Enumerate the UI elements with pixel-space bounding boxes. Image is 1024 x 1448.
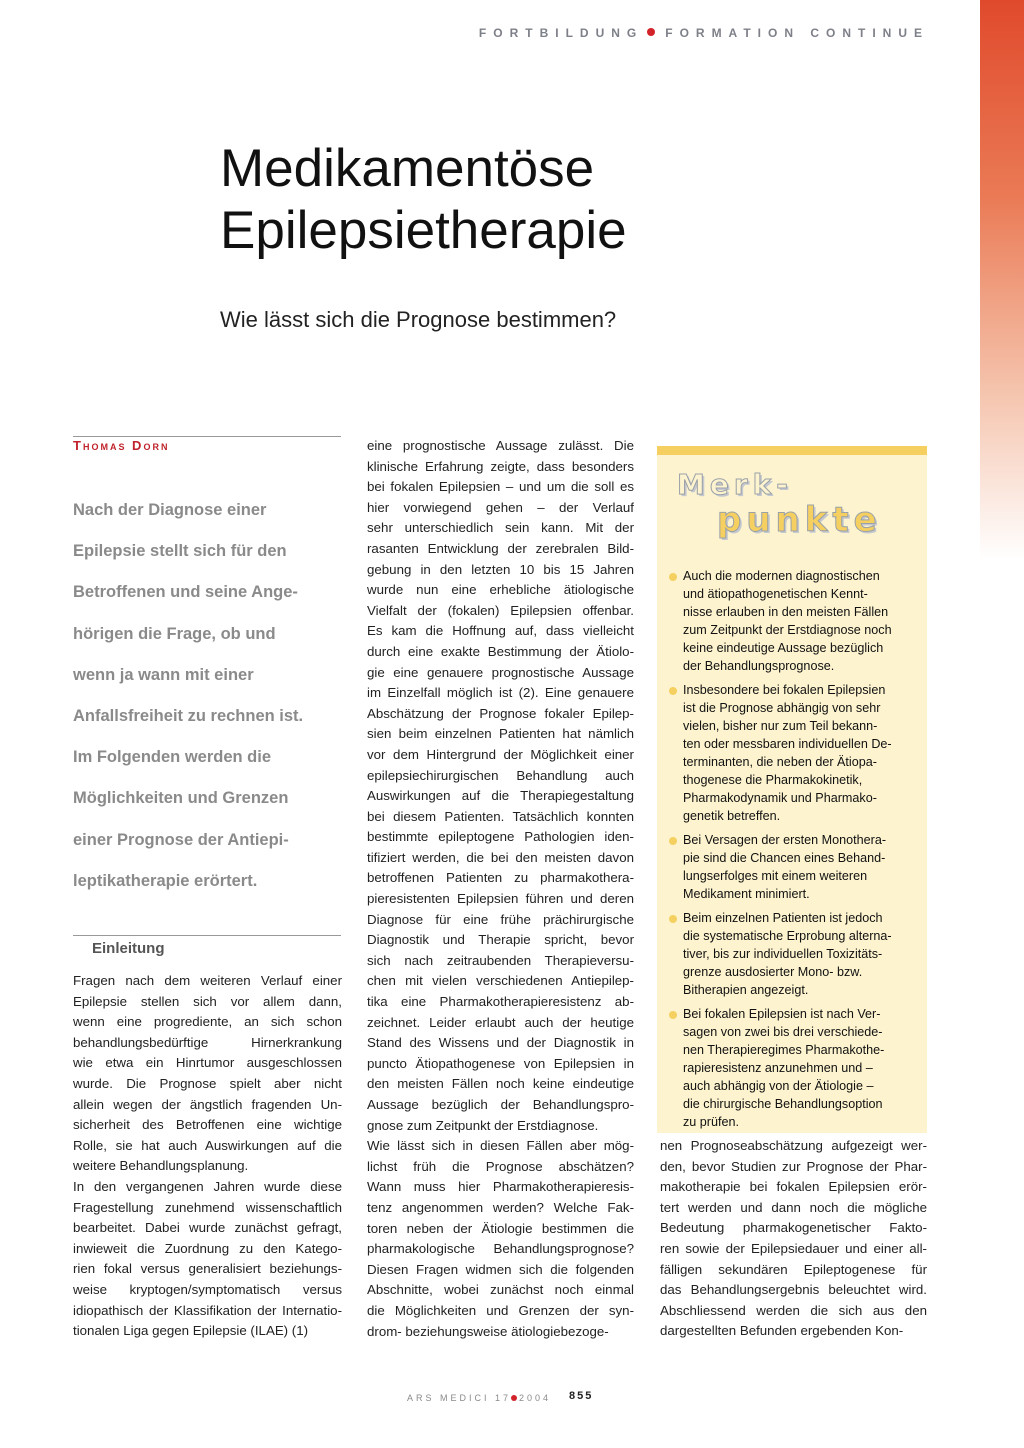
- merkpunkt-line: der Behandlungsprognose.: [683, 659, 835, 673]
- column-3-line: nen Prognoseabschätzung aufgezeigt wer-: [660, 1138, 927, 1153]
- merkpunkt-line: rapieresistenz anzunehmen und –: [683, 1061, 873, 1075]
- column-1-line: Fragen nach dem weiteren Verlauf einer: [73, 973, 342, 988]
- footer-year: 2004: [519, 1393, 552, 1403]
- column-1-line: bearbeitet. Dabei wurde zunächst gefragt,: [73, 1220, 342, 1236]
- column-2-line: sich nach zeitraubenden Therapieversu-: [367, 952, 634, 968]
- merkpunkt-line: pie sind die Chancen eines Behand-: [683, 851, 886, 865]
- bullet-icon: [669, 837, 677, 845]
- column-3-line: ren sowie der Epilepsiedauer und einer all-: [660, 1240, 927, 1256]
- column-1-line: weise kryptogen/symptomatisch versus: [73, 1281, 342, 1297]
- footer-journal-name: ARS MEDICI 17: [407, 1393, 512, 1403]
- bullet-icon: [669, 573, 677, 581]
- intro-line: hörigen die Frage, ob und: [73, 624, 276, 643]
- column-2-line: sien beim einzelnen Patienten hat nämlich: [367, 726, 634, 742]
- intro-line: leptikatherapie erörtert.: [73, 871, 258, 890]
- column-2-line: tenz angenommen werden? Welche Fak-: [367, 1199, 634, 1215]
- merkpunkt-line: zum Zeitpunkt der Erstdiagnose noch: [683, 623, 892, 637]
- merkpunkt-line: die systematische Erprobung alterna-: [683, 929, 892, 943]
- bullet-icon: [669, 915, 677, 923]
- merkpunkt-item: [667, 681, 919, 825]
- merkpunkte-list: [667, 567, 919, 1137]
- column-2-line: epilepsiechirurgischen Behandlung auch: [367, 767, 634, 783]
- title-line-1: Medikamentöse: [220, 139, 595, 198]
- column-2-line: zeichnet. Leider erlaubt auch der heutige: [367, 1014, 634, 1030]
- intro-lead: [73, 490, 353, 902]
- column-2-line: toren neben der Ätiologie bestimmen die: [367, 1220, 634, 1236]
- column-1-line: Fragestellung zunehmend wissenschaftlich: [73, 1199, 342, 1215]
- column-2-line: betroffenen Patienten zu pharmakothera-: [367, 870, 634, 886]
- merkpunkt-line: zu prüfen.: [683, 1115, 740, 1129]
- merkpunkt-line: Beim einzelnen Patienten ist jedoch: [683, 911, 883, 925]
- merkpunkt-line: Bitherapien angezeigt.: [683, 983, 809, 997]
- merkpunkt-item: [667, 831, 919, 903]
- column-2-line: durch eine exakte Bestimmung der Ätiolo-: [367, 643, 634, 659]
- column-1-line: sicherheit des Betroffenen eine wichtige: [73, 1117, 342, 1133]
- merkpunkte-heading: [677, 469, 882, 539]
- merkpunkt-line: sagen von zwei bis drei verschiede-: [683, 1025, 883, 1039]
- column-2-line: Es kam die Hoffnung auf, dass vielleicht: [367, 623, 634, 639]
- intro-line: Betroffenen und seine Ange-: [73, 583, 298, 602]
- column-2-line: sehr unterschiedlich sein kann. Mit der: [367, 520, 634, 536]
- intro-line: wenn ja wann mit einer: [73, 665, 254, 684]
- text-column-2: [367, 436, 634, 1342]
- column-3-line: Abschliessend werden die sich aus den: [660, 1302, 927, 1318]
- header-label-right: FORMATION CONTINUE: [665, 26, 929, 40]
- decorative-color-bar: [980, 0, 1024, 560]
- column-2-line: Abschätzung der Prognose fokaler Epilep-: [367, 705, 634, 721]
- merkpunkt-line: Bei fokalen Epilepsien ist nach Ver-: [683, 1007, 881, 1021]
- column-2-line: puncto Ätiopathogenese von Epilepsien in: [367, 1055, 634, 1071]
- column-1-line: wurde. Die Prognose spielt aber nicht: [73, 1075, 342, 1091]
- merkpunkt-line: nen Therapieregimes Pharmakothe-: [683, 1043, 885, 1057]
- merkpunkt-line: ten oder messbaren individuellen De-: [683, 737, 892, 751]
- column-3-line: makotherapie bei fokalen Epilepsien erör-: [660, 1179, 927, 1195]
- merkpunkt-line: Pharmakodynamik und Pharmako-: [683, 791, 877, 805]
- merkpunkt-line: auch abhängig von der Ätiologie –: [683, 1079, 874, 1093]
- merkpunkt-line: genetik betreffen.: [683, 809, 781, 823]
- column-2-line: lichst früh die Prognose abschätzen?: [367, 1158, 634, 1174]
- intro-line: Nach der Diagnose einer: [73, 501, 267, 519]
- intro-line: Epilepsie stellt sich für den: [73, 542, 287, 561]
- merkpunkte-heading-line-2: punkte: [717, 500, 882, 540]
- column-2-line: gebung in den letzten 10 bis 15 Jahren: [367, 561, 634, 577]
- merkpunkt-line: keine eindeutige Aussage bezüglich: [683, 641, 884, 655]
- merkpunkt-item: [667, 909, 919, 999]
- column-2-line: tifiziert werden, die bei den meisten davon: [367, 849, 634, 865]
- column-2-line: hier vorwiegend gehen – der Verlauf: [367, 499, 634, 515]
- intro-line: einer Prognose der Antiepi-: [73, 830, 289, 849]
- column-2-line: gie eine genauere prognostische Aussage: [367, 664, 634, 680]
- column-1-line: allein wegen der ängstlich fragenden Un-: [73, 1096, 342, 1112]
- column-2-line: pieresistenten Epilepsien führen und deren: [367, 891, 634, 907]
- section-header: [479, 26, 929, 40]
- column-2-line: bestimmte epileptogene Pathologien iden-: [367, 829, 634, 845]
- column-3-line: dargestellten Befunden ergebenden Kon-: [660, 1323, 904, 1339]
- column-1-line: weitere Behandlungsplanung.: [73, 1158, 249, 1174]
- title-line-2: Epilepsietherapie: [220, 201, 627, 260]
- merkpunkt-line: nisse erlauben in den meisten Fällen: [683, 605, 889, 619]
- column-2-line: Diagnostik und Therapie spricht, bevor: [367, 932, 634, 948]
- article-title: [220, 138, 627, 262]
- header-label-left: FORTBILDUNG: [478, 26, 644, 40]
- article-subtitle: Wie lässt sich die Prognose bestimmen?: [220, 307, 617, 332]
- author-divider: [73, 436, 341, 437]
- column-2-line: Diesen Fragen widmen sich die folgenden: [367, 1261, 634, 1277]
- column-2-line: Diagnose für eine frühe prächirurgische: [367, 911, 634, 927]
- column-2-line: Auswirkungen auf die Therapiegestaltung: [367, 788, 634, 804]
- merkpunkt-line: tiver, bis zur individuellen Toxizitäts-: [683, 947, 883, 961]
- footer-journal: [407, 1393, 551, 1403]
- column-2-line: Stand des Wissens und der Diagnostik in: [367, 1035, 634, 1051]
- merkpunkt-line: thogenese die Pharmakokinetik,: [683, 773, 863, 787]
- merkpunkt-line: Medikament minimiert.: [683, 887, 810, 901]
- text-column-1: [73, 971, 342, 1342]
- column-2-line: bei diesem Patienten. Tatsächlich konnten: [367, 808, 634, 824]
- intro-line: Im Folgenden werden die: [73, 748, 272, 767]
- column-2-line: vor dem Hintergrund der Möglichkeit einer: [367, 746, 634, 762]
- column-2-line: im Einzelfall möglich ist (2). Eine genauere: [367, 685, 634, 701]
- column-1-line: behandlungsbedürftige Hirnerkrankung: [73, 1034, 342, 1050]
- column-2-line: Abschnitte, wobei zunächst noch einmal: [367, 1282, 634, 1298]
- column-1-line: rien fokal versus generalisiert beziehungs-: [73, 1261, 342, 1277]
- merkpunkte-heading-line-1: Merk-: [677, 468, 793, 501]
- footer-dot-icon: [511, 1395, 517, 1401]
- section-divider: [73, 935, 341, 936]
- merkpunkt-line: Bei Versagen der ersten Monothera-: [683, 833, 887, 847]
- column-2-line: Vielfalt der (fokalen) Epilepsien offenbar.: [367, 602, 634, 618]
- column-2-line: Wann muss hier Pharmakotherapieresis-: [367, 1179, 634, 1195]
- column-2-line: Wie lässt sich in diesen Fällen aber mög-: [367, 1138, 634, 1154]
- column-3-line: Bedeutung pharmakogenetischer Fakto-: [660, 1220, 927, 1236]
- column-2-line: rasanten Entwicklung der zerebralen Bild-: [367, 540, 634, 556]
- column-2-line: wurde nun eine erhebliche ätiologische: [367, 582, 634, 598]
- column-2-line: gnose zum Zeitpunkt der Erstdiagnose.: [367, 1117, 599, 1133]
- page-number: 855: [569, 1390, 594, 1402]
- header-dot-icon: [647, 28, 655, 36]
- column-2-line: den meisten Fällen noch keine eindeutige: [367, 1076, 634, 1092]
- column-2-line: klinische Erfahrung zeigte, dass besonders: [367, 458, 634, 474]
- merkpunkt-line: Auch die modernen diagnostischen: [683, 569, 880, 583]
- merkpunkt-line: vielen, bisher nur zum Teil bekann-: [683, 719, 878, 733]
- merkpunkt-item: [667, 1005, 919, 1131]
- column-2-line: die Möglichkeiten und Grenzen der syn-: [367, 1302, 634, 1318]
- column-1-line: wie etwa ein Hinrtumor ausgeschlossen: [73, 1055, 342, 1071]
- column-2-line: eine prognostische Aussage zulässt. Die: [367, 438, 634, 453]
- intro-line: Möglichkeiten und Grenzen: [73, 789, 289, 808]
- merkpunkt-line: Insbesondere bei fokalen Epilepsien: [683, 683, 886, 697]
- column-1-line: In den vergangenen Jahren wurde diese: [73, 1178, 342, 1194]
- bullet-icon: [669, 1011, 677, 1019]
- section-heading: Einleitung: [92, 940, 165, 957]
- merkpunkt-line: terminanten, die neben der Ätiopa-: [683, 755, 877, 769]
- column-2-line: bei fokalen Epilepsien – und um die soll es: [367, 479, 634, 495]
- column-2-line: drom- beziehungsweise ätiologiebezoge-: [367, 1323, 609, 1339]
- column-1-line: idiopathisch der Klassifikation der Internatio-: [73, 1302, 342, 1318]
- column-1-line: wenn eine progrediente, an sich schon: [73, 1014, 342, 1030]
- intro-line: Anfallsfreiheit zu rechnen ist.: [73, 707, 304, 726]
- merkpunkt-line: die chirurgische Behandlungsoption: [683, 1097, 883, 1111]
- column-3-line: den, bevor Studien zur Prognose der Phar-: [660, 1158, 927, 1174]
- column-3-line: fälligen sekundären Epileptogenese für: [660, 1261, 927, 1277]
- bullet-icon: [669, 687, 677, 695]
- column-3-line: das Behandlungsergebnis beleuchtet wird.: [660, 1282, 927, 1298]
- column-1-line: Rolle, sie hat auch Auswirkungen auf die: [73, 1137, 342, 1153]
- column-3-line: tert werden und dann noch die mögliche: [660, 1199, 927, 1215]
- merkpunkt-line: ist die Prognose abhängig von sehr: [683, 701, 881, 715]
- column-1-line: inwieweit die Zuordnung zu den Katego-: [73, 1240, 342, 1256]
- merkpunkt-item: [667, 567, 919, 675]
- column-2-line: Aussage bezüglich der Behandlungspro-: [367, 1097, 634, 1112]
- merkpunkt-line: lungserfolges mit einem weiteren: [683, 869, 868, 883]
- merkpunkt-line: und ätiopathogenetischen Kennt-: [683, 587, 868, 601]
- column-2-line: chen mit vielen verschiedenen Antiepilep-: [367, 973, 634, 989]
- column-1-line: tionalen Liga gegen Epilepsie (ILAE) (1): [73, 1323, 309, 1339]
- merkpunkte-box: [657, 446, 927, 1133]
- text-column-3: [660, 1136, 927, 1342]
- column-2-line: pharmakologische Behandlungsprognose?: [367, 1241, 634, 1257]
- column-1-line: Epilepsie stellen sich vor allem dann,: [73, 993, 342, 1009]
- author-name: Thomas Dorn: [73, 438, 170, 453]
- merkpunkt-line: grenze ausdosierter Mono- bzw.: [683, 965, 863, 979]
- column-2-line: tika eine Pharmakotherapieresistenz ab-: [367, 994, 634, 1010]
